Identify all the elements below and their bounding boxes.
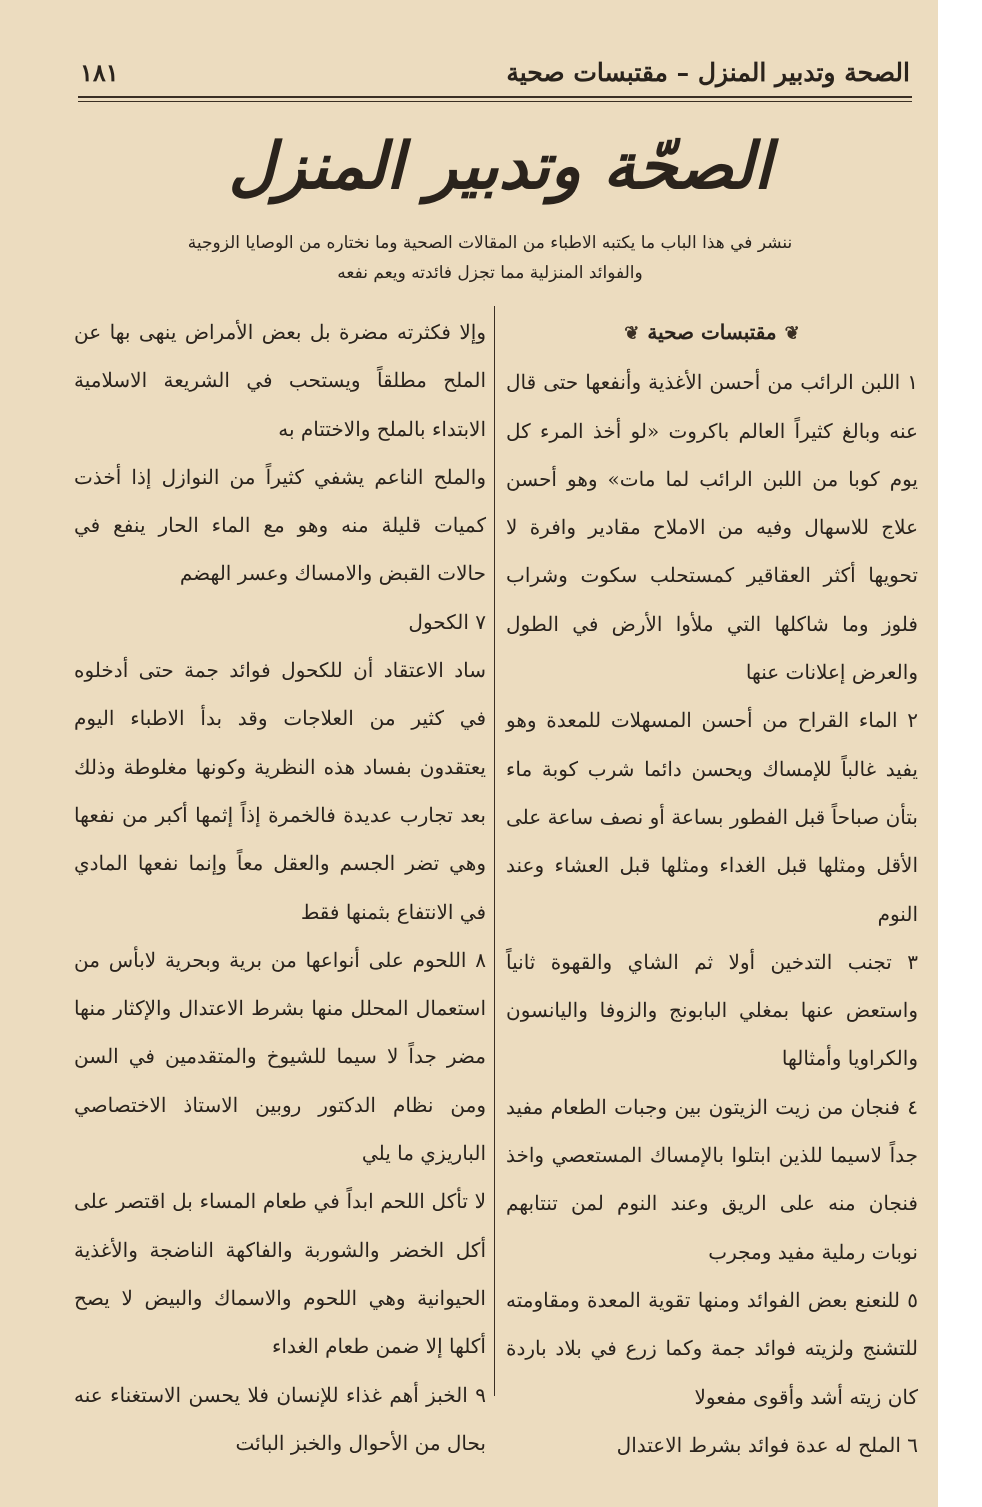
- right-column: [506, 308, 918, 1469]
- paragraph: ٢ الماء القراح من أحسن المسهلات للمعدة وهو يفيد غالباً للإمساك ويحسن دائما شرب كوبة ماء بتأن صباحاً قبل الفطور بساعة أو نصف ساعة على الأقل ومثلها قبل الغداء ومثلها قبل العشاء وعند النوم: [506, 708, 919, 926]
- subsection-heading-text: مقتبسات صحية: [647, 320, 777, 344]
- ornament-right-icon: ❦: [624, 323, 640, 344]
- paragraph-heading: ٧ الكحول: [408, 609, 486, 634]
- running-title: الصحة وتدبير المنزل – مقتبسات صحية: [506, 57, 910, 87]
- paragraph: ٦ الملح له عدة فوائد بشرط الاعتدال: [616, 1432, 918, 1457]
- section-title: الصحّة وتدبير المنزل: [228, 129, 772, 204]
- section-intro: [110, 228, 870, 288]
- subsection-heading: [506, 308, 918, 358]
- page-number: ١٨١: [80, 57, 119, 87]
- paragraph: ٤ فنجان من زيت الزيتون بين وجبات الطعام مفيد جداً لاسيما للذين ابتلوا بالإمساك المستعصي واخذ فنجان منه على الريق وعند النوم لمن تنتابهم نوبات رملية مفيد ومجرب: [506, 1094, 918, 1264]
- paragraph: ٨ اللحوم على أنواعها من برية وبحرية لابأس من استعمال المحلل منها بشرط الاعتدال والإكثار منها مضر جداً لا سيما للشيوخ والمتقدمين في السن ومن نظام الدكتور روبين الاستاذ الاختصاصي الباريزي ما يلي: [74, 947, 486, 1166]
- left-column: [74, 308, 486, 1467]
- paragraph: والملح الناعم يشفي كثيراً من النوازل إذا أخذت كميات قليلة منه وهو مع الماء الحار ينفع في حالات القبض والامساك وعسر الهضم: [74, 464, 486, 586]
- paragraph: ١ اللبن الرائب من أحسن الأغذية وأنفعها حتى قال عنه وبالغ كثيراً العالم باكروت «لو أخذ المرء كل يوم كوبا من اللبن الرائب لما مات» وهو أحسن علاج للاسهال وفيه من الاملاح مقادير وافرة لا تحويها أكثر العقاقير كمستحلب سكوت وشراب فلوز وما شاكلها التي ملأوا الأرض في الطول والعرض إعلانات عنها: [506, 370, 919, 685]
- paragraph: ٩ الخبز أهم غذاء للإنسان فلا يحسن الاستغناء عنه بحال من الأحوال والخبز البائت: [74, 1382, 486, 1455]
- paragraph: لا تأكل اللحم ابداً في طعام المساء بل اقتصر على أكل الخضر والشوربة والفاكهة الناضجة والأغذية الحيوانية وهي اللحوم والاسماك والبيض لا يصح أكلها إلا ضمن طعام الغداء: [74, 1189, 486, 1359]
- header-rule: [78, 96, 912, 102]
- intro-line-1: ننشر في هذا الباب ما يكتبه الاطباء من المقالات الصحية وما نختاره من الوصايا الزوجية: [187, 233, 793, 253]
- paragraph: ساد الاعتقاد أن للكحول فوائد جمة حتى أدخلوه في كثير من العلاجات وقد بدأ الاطباء اليوم يعتقدون بفساد هذه النظرية وكونها مغلوطة وذلك بعد تجارب عديدة فالخمرة إذاً إثمها أكبر من نفعها وهي تضر الجسم والعقل معاً وإنما نفعها المادي في الانتفاع بثمنها فقط: [74, 658, 486, 924]
- page-header: [80, 50, 910, 94]
- paragraph: وإلا فكثرته مضرة بل بعض الأمراض ينهى بها عن الملح مطلقاً ويستحب في الشريعة الاسلامية الابتداء بالملح والاختتام به: [74, 320, 486, 441]
- paragraph: ٥ للنعنع بعض الفوائد ومنها تقوية المعدة ومقاومته للتشنج ولزيته فوائد جمة وكما زرع في بلاد باردة كان زيته أشد وأقوى مفعولا: [506, 1287, 918, 1409]
- ornament-left-icon: ❦: [784, 323, 800, 344]
- column-divider: [494, 306, 495, 1396]
- intro-line-2: والفوائد المنزلية مما تجزل فائدته ويعم نفعه: [337, 263, 643, 283]
- paragraph: ٣ تجنب التدخين أولا ثم الشاي والقهوة ثانياً واستعض عنها بمغلي البابونج والزوفا واليانسون والكراويا وأمثالها: [506, 949, 918, 1071]
